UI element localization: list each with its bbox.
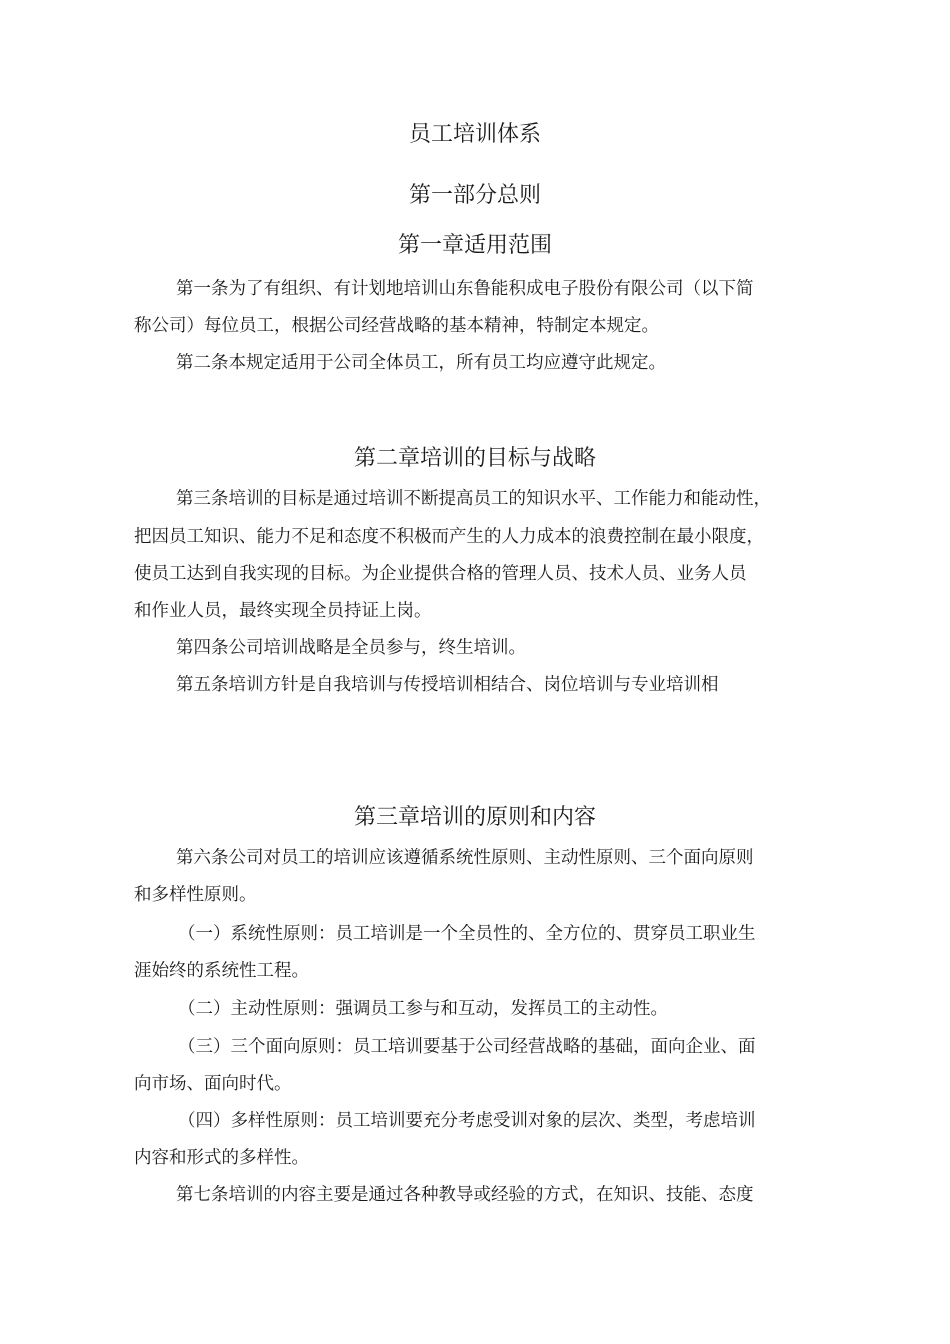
principle-2-line-1: （二）主动性原则：强调员工参与和互动，发挥员工的主动性。 bbox=[178, 999, 668, 1019]
chapter-two-heading: 第二章培训的目标与战略 bbox=[353, 446, 596, 471]
article-3-line-2: 把因员工知识、能力不足和态度不积极而产生的人力成本的浪费控制在最小限度， bbox=[134, 527, 764, 547]
article-3-line-4: 和作业人员，最终实现全员持证上岗。 bbox=[134, 601, 432, 621]
principle-1-line-2: 涯始终的系统性工程。 bbox=[134, 961, 309, 981]
principle-1-line-1: （一）系统性原则：员工培训是一个全员性的、全方位的、贯穿员工职业生 bbox=[178, 924, 756, 944]
article-3-line-3: 使员工达到自我实现的目标。为企业提供合格的管理人员、技术人员、业务人员 bbox=[134, 564, 747, 584]
article-1-line-1: 第一条为了有组织、有计划地培训山东鲁能积成电子股份有限公司（以下简 bbox=[176, 279, 754, 299]
document-title: 员工培训体系 bbox=[408, 122, 541, 147]
principle-3-line-1: （三）三个面向原则：员工培训要基于公司经营战略的基础，面向企业、面 bbox=[178, 1037, 756, 1057]
part-one-heading: 第一部分总则 bbox=[408, 183, 541, 208]
article-6-line-2: 和多样性原则。 bbox=[134, 885, 257, 905]
article-6-line-1: 第六条公司对员工的培训应该遵循系统性原则、主动性原则、三个面向原则 bbox=[176, 848, 754, 868]
principle-3-line-2: 向市场、面向时代。 bbox=[134, 1074, 292, 1094]
article-5-line-1: 第五条培训方针是自我培训与传授培训相结合、岗位培训与专业培训相 bbox=[176, 675, 719, 695]
article-4-line-1: 第四条公司培训战略是全员参与，终生培训。 bbox=[176, 638, 526, 658]
chapter-one-heading: 第一章适用范围 bbox=[397, 233, 552, 258]
article-3-line-1: 第三条培训的目标是通过培训不断提高员工的知识水平、工作能力和能动性， bbox=[176, 489, 771, 509]
article-2-line-1: 第二条本规定适用于公司全体员工，所有员工均应遵守此规定。 bbox=[176, 353, 666, 373]
principle-4-line-2: 内容和形式的多样性。 bbox=[134, 1148, 309, 1168]
article-1-line-2: 称公司）每位员工，根据公司经营战略的基本精神，特制定本规定。 bbox=[134, 316, 659, 336]
chapter-three-heading: 第三章培训的原则和内容 bbox=[353, 805, 596, 830]
principle-4-line-1: （四）多样性原则：员工培训要充分考虑受训对象的层次、类型，考虑培训 bbox=[178, 1111, 756, 1131]
article-7-line-1: 第七条培训的内容主要是通过各种教导或经验的方式，在知识、技能、态度 bbox=[176, 1185, 754, 1205]
